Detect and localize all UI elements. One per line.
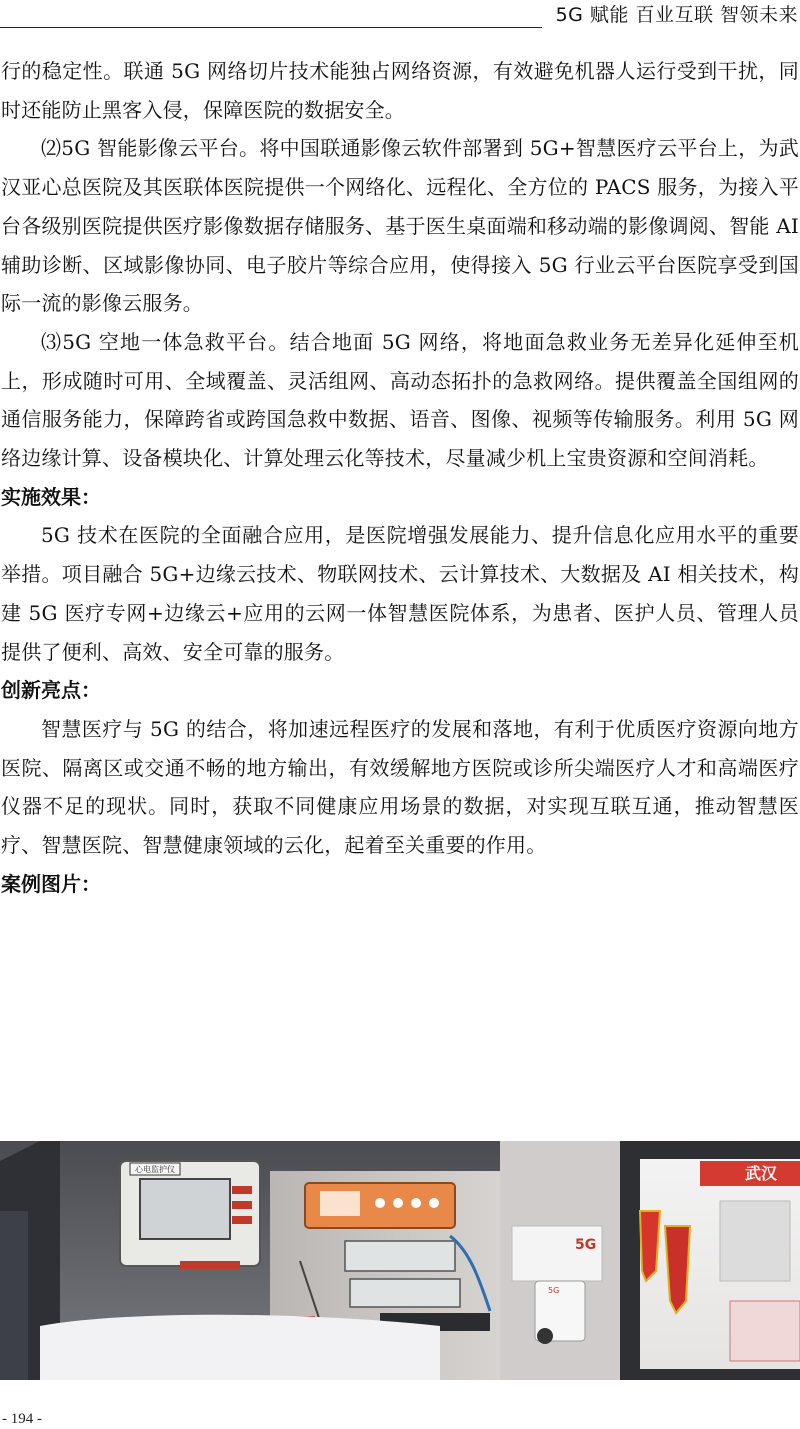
stretcher-pillow (40, 1315, 440, 1380)
hospital-sign-text: 武汉 (745, 1164, 778, 1183)
heading-case-pictures: 案例图片： (1, 871, 101, 896)
paragraph-robot-stability: 行的稳定性。联通 5G 网络切片技术能独占网络资源，有效避免机器人运行受到干扰，同时还能防止黑客入侵，保障医院的数据安全。 (1, 59, 799, 122)
seat-back (0, 1211, 28, 1380)
pennant-left (640, 1211, 660, 1281)
paragraph-air-ground-rescue: ⑶5G 空地一体急救平台。结合地面 5G 网络，将地面急救业务无差异化延伸至机上，形成随时可用、全域覆盖、灵活组网、高动态拓扑的急救网络。提供覆盖全国组网的通信服务能力，保障跨省或跨国急救中数据、语音、图像、视频等传输服务。利用 5G 网络边缘计算、设备模块化、计算处理云化等技术，尽量减少机上宝贵资源和空间消耗。 (1, 329, 799, 471)
defibrillator-monitor (120, 1161, 260, 1269)
ventilator-device (305, 1183, 455, 1228)
router-5g-mark: 5G (548, 1286, 560, 1295)
header-rule (0, 27, 542, 28)
paragraph-innovation: 智慧医疗与 5G 的结合，将加速远程医疗的发展和落地，有利于优质医疗资源向地方医院、隔离区或交通不畅的地方输出，有效缓解地方医院或诊所尖端医疗人才和高端医疗仪器不足的现状。同时，获取不同健康应用场景的数据，对实现互联互通，推动智慧医疗、智慧医院、智慧健康领域的云化，起着至关重要的作用。 (1, 716, 799, 858)
infusion-pump-2 (350, 1279, 460, 1307)
case-photo-ambulance-interior (0, 1141, 800, 1380)
monitor-tag: 心电监护仪 (135, 1165, 175, 1174)
unicom-5g-mark: 5G (575, 1237, 597, 1253)
infusion-pump-1 (345, 1241, 455, 1271)
unicom-5g-sign (512, 1226, 602, 1281)
paragraph-effect: 5G 技术在医院的全面融合应用，是医院增强发展能力、提升信息化应用水平的重要举措。项目融合 5G+边缘云技术、物联网技术、云计算技术、大数据及 AI 相关技术，构建 5G 医疗专网+边缘云+应用的云网一体智慧医院体系，为患者、医护人员、管理人员提供了便利、高效、安全可靠的服务。 (1, 523, 799, 664)
heading-innovation-highlights: 创新亮点： (1, 678, 101, 703)
paragraph-imaging-cloud: ⑵5G 智能影像云平台。将中国联通影像云软件部署到 5G+智慧医疗云平台上，为武汉亚心总医院及其医联体医院提供一个网络化、远程化、全方位的 PACS 服务，为接入平台各级别医院提供医疗影像数据存储服务、基于医生桌面端和移动端的影像调阅、智能 AI 辅助诊断、区域影像协同、电子胶片等综合应用，使得接入 5G 行业云平台医院享受到国际一流的影像云服务。 (1, 136, 799, 316)
running-header: 5G 赋能 百业互联 智领未来 (555, 4, 798, 26)
ambulance-interior-illustration (0, 1141, 800, 1380)
heading-implementation-effect: 实施效果： (1, 484, 101, 509)
document-body (1, 52, 799, 903)
page-number: - 194 - (2, 1411, 42, 1427)
